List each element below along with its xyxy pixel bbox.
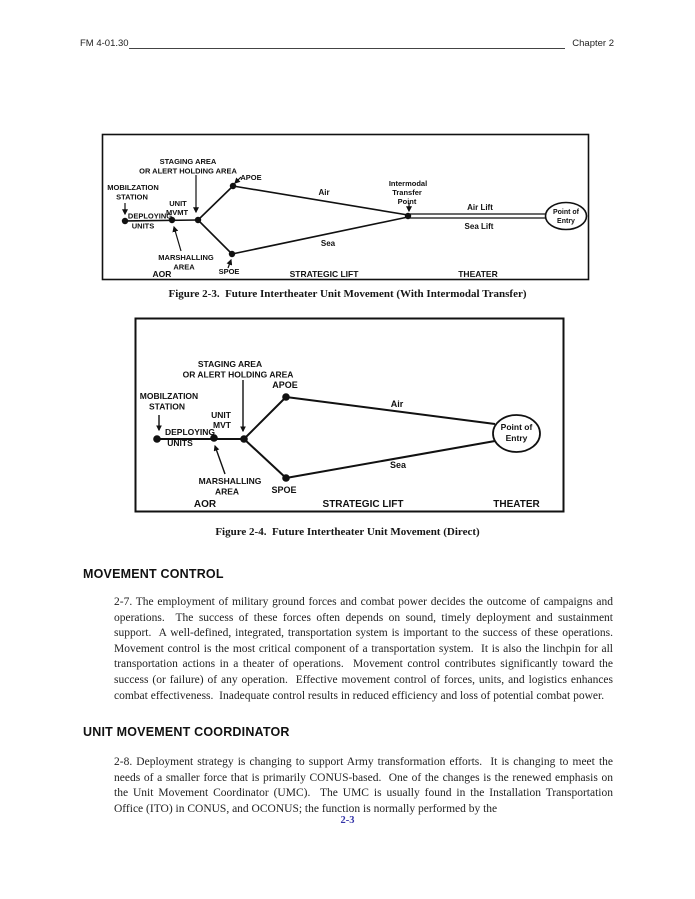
fig4-label-sea: Sea <box>389 460 407 470</box>
fig3-label-staging-area: STAGING AREA <box>159 157 217 166</box>
fig3-node-staging-area <box>195 217 201 223</box>
fig4-label-spoe: SPOE <box>271 485 297 495</box>
figure-2-3-diagram <box>101 133 590 281</box>
fig4-label-apoe: APOE <box>272 380 298 390</box>
fig4-label-marshalling-2: AREA <box>214 486 240 497</box>
fig3-label-deploying-2: UNITS <box>131 221 155 231</box>
fig3-label-point-of-entry: Point of <box>552 209 580 216</box>
fig3-label-intermodal-2: Transfer <box>392 188 422 197</box>
fig3-label-mobilization: MOBILZATION <box>107 183 159 192</box>
fig3-label-aor: AOR <box>152 269 172 279</box>
fig4-label-mobilization: MOBILZATION <box>139 391 199 401</box>
fig3-label-spoe: SPOE <box>218 267 240 276</box>
fig3-node-intermodal-transfer-point <box>405 213 411 219</box>
fig4-label-unit-2: MVT <box>213 420 231 430</box>
fig3-label-sea: Sea <box>320 239 336 248</box>
fig3-label-staging-area-2: OR ALERT HOLDING AREA <box>139 166 237 176</box>
figure-2-3-caption: Figure 2-3. Future Intertheater Unit Movement (With Intermodal Transfer) <box>168 288 527 300</box>
fig3-label-marshalling: MARSHALLING <box>158 253 214 262</box>
fig4-label-deploying: DEPLOYING <box>164 427 216 437</box>
fig4-node-mobilization-station <box>153 435 161 443</box>
fig4-label-marshalling: MARSHALLING <box>198 476 262 486</box>
figure-2-4-diagram <box>134 317 565 513</box>
header-doc-id: FM 4-01.30 <box>80 38 129 49</box>
fig3-label-air: Air <box>318 188 330 197</box>
paragraph-2-7: 2-7. The employment of military ground forces and combat power decides the outcome of campaigns and operations. The success of these forces often depends on sound, timely deployment and sustainment support. A well-defined, integrated, transportation system is important to the success of these operations. Movement control is the most critical component of a transportation system. It is also the linchpin for all transportation actions in a theater of operations. Movement control contributes significantly toward the success (or failure) of any operation. Effective movement control of forces, units, and logistics enhances combat effectiveness. Inadequate control results in reduced efficiency and loss of potential combat power. <box>114 596 619 702</box>
section-heading-movement-control: MOVEMENT CONTROL <box>83 567 224 581</box>
fig3-label-unit-2: MVMT <box>165 208 189 217</box>
fig4-label-mobilization-2: STATION <box>148 401 186 412</box>
header-rule <box>129 48 565 49</box>
fig3-label-deploying: DEPLOYING <box>127 211 173 221</box>
fig3-label-marshalling-2: AREA <box>173 262 195 272</box>
fig4-node-apoe <box>282 393 290 401</box>
fig4-label-staging-area-2: OR ALERT HOLDING AREA <box>182 369 294 380</box>
fig4-label-deploying-2: UNITS <box>167 438 193 448</box>
fig3-label-sea-lift: Sea Lift <box>464 222 494 231</box>
fig4-label-air: Air <box>390 399 404 409</box>
fig3-label-intermodal: Intermodal <box>388 179 428 188</box>
fig3-node-spoe <box>229 251 235 257</box>
paragraph-2-8: 2-8. Deployment strategy is changing to support Army transformation efforts. It is changing to meet the needs of a smaller force that is primarily CONUS-based. One of the changes is the renewed emphasis on the Unit Movement Coordinator (UMC). The UMC is usually found in the Installation Transportation Office (ITO) in CONUS, and OCONUS; the function is normally performed by the <box>114 756 616 815</box>
fig4-node-staging-area <box>240 435 248 443</box>
page-number: 2-3 <box>340 815 355 826</box>
figure-2-4-caption: Figure 2-4. Future Intertheater Unit Movement (Direct) <box>215 526 480 538</box>
fig3-point-of-entry-ellipse <box>546 203 587 230</box>
fig4-label-theater: THEATER <box>493 499 540 510</box>
fig4-label-point-of-entry-2: Entry <box>505 433 528 443</box>
fig4-label-unit: UNIT <box>211 410 231 420</box>
fig3-label-unit: UNIT <box>169 199 187 208</box>
fig4-label-aor: AOR <box>193 499 217 510</box>
section-heading-unit-movement-coordinator: UNIT MOVEMENT COORDINATOR <box>83 725 290 739</box>
header-chapter: Chapter 2 <box>572 38 614 49</box>
fig4-label-staging-area: STAGING AREA <box>197 359 263 369</box>
fig3-label-mobilization-2: STATION <box>116 192 148 202</box>
fig4-node-spoe <box>282 474 290 482</box>
fig3-label-apoe: APOE <box>240 173 262 182</box>
fig3-node-apoe <box>230 183 236 189</box>
fig3-label-air-lift: Air Lift <box>467 203 493 212</box>
fig4-label-strategic-lift: STRATEGIC LIFT <box>322 499 404 510</box>
fig3-label-theater: THEATER <box>458 269 498 279</box>
fig3-label-point-of-entry-2: Entry <box>557 218 575 225</box>
fig3-label-strategic-lift: STRATEGIC LIFT <box>289 269 359 279</box>
fig4-label-point-of-entry: Point of <box>500 422 533 432</box>
fig3-label-intermodal-3: Point <box>397 197 417 206</box>
